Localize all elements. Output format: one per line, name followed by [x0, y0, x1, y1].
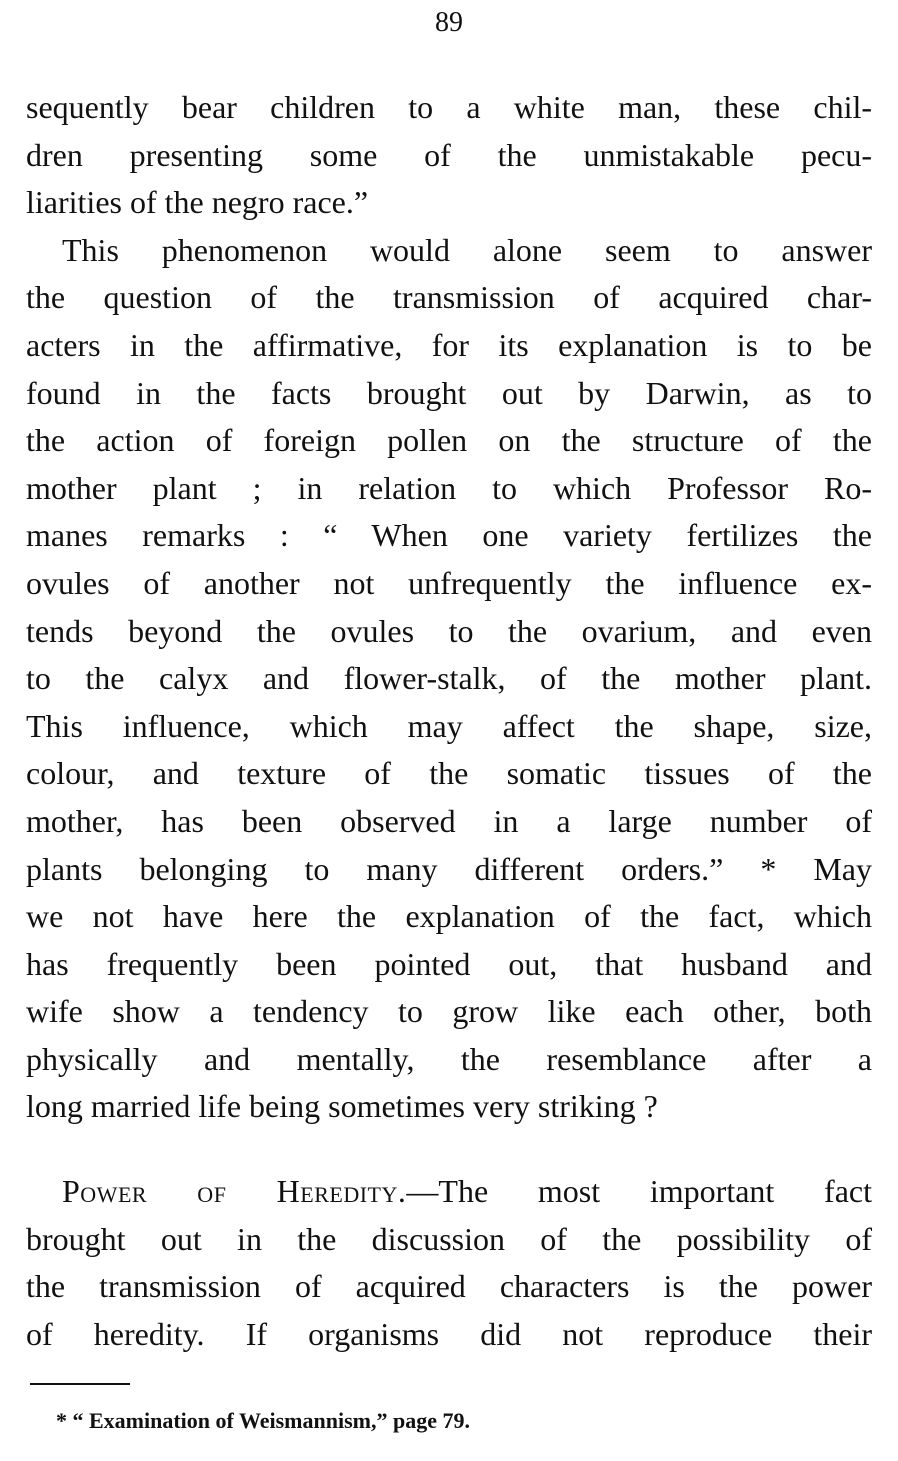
paragraph — [26, 227, 872, 1131]
paragraph — [26, 1168, 872, 1358]
text-line: liarities of the negro race.” — [26, 184, 369, 221]
text-line: mother plant ; in relation to which Professor Ro- — [26, 469, 872, 506]
text-line: mother, has been observed in a large number of — [26, 802, 872, 839]
text-line — [26, 1168, 872, 1216]
text-line: wife show a tendency to grow like each other, both — [26, 993, 872, 1030]
section-heading: Power of Heredity. — [62, 1173, 407, 1209]
text-line: sequently bear children to a white man, these chil- — [26, 89, 872, 125]
text-line: of heredity. If organisms did not reproduce their — [26, 1315, 872, 1352]
text-line: has frequently been pointed out, that husband and — [26, 945, 872, 982]
text-line: the action of foreign pollen on the structure of the — [26, 422, 872, 459]
text-line: the transmission of acquired characters is the power — [26, 1268, 872, 1305]
text-fragment: —The most important fact — [406, 1173, 872, 1209]
text-line: brought out in the discussion of the possibility of — [26, 1220, 872, 1257]
text-line: tends beyond the ovules to the ovarium, and even — [26, 612, 872, 649]
footnote: * “ Examination of Weismannism,” page 79. — [56, 1408, 470, 1433]
text-line: plants belonging to many different orders.” * May — [26, 850, 872, 887]
body-text — [26, 84, 872, 1131]
text-line: the question of the transmission of acquired char- — [26, 279, 872, 316]
text-line: physically and mentally, the resemblance after a — [26, 1040, 872, 1077]
footnote-rule — [30, 1383, 130, 1385]
text-line: we not have here the explanation of the fact, which — [26, 898, 872, 935]
body-text-section — [26, 1168, 872, 1358]
text-line: This influence, which may affect the shape, size, — [26, 707, 872, 744]
page-number: 89 — [435, 7, 463, 38]
text-line: found in the facts brought out by Darwin, as to — [26, 374, 872, 411]
text-line: to the calyx and flower-stalk, of the mother plant. — [26, 660, 872, 697]
text-line: dren presenting some of the unmistakable pecu- — [26, 136, 872, 173]
text-line: colour, and texture of the somatic tissues of the — [26, 755, 872, 792]
text-line: long married life being sometimes very striking ? — [26, 1088, 658, 1125]
text-line: acters in the affirmative, for its explanation is to be — [26, 326, 872, 363]
paragraph — [26, 84, 872, 227]
text-line: This phenomenon would alone seem to answer — [62, 231, 872, 268]
text-line: ovules of another not unfrequently the influence ex- — [26, 564, 872, 601]
text-line: manes remarks : “ When one variety fertilizes the — [26, 517, 872, 554]
